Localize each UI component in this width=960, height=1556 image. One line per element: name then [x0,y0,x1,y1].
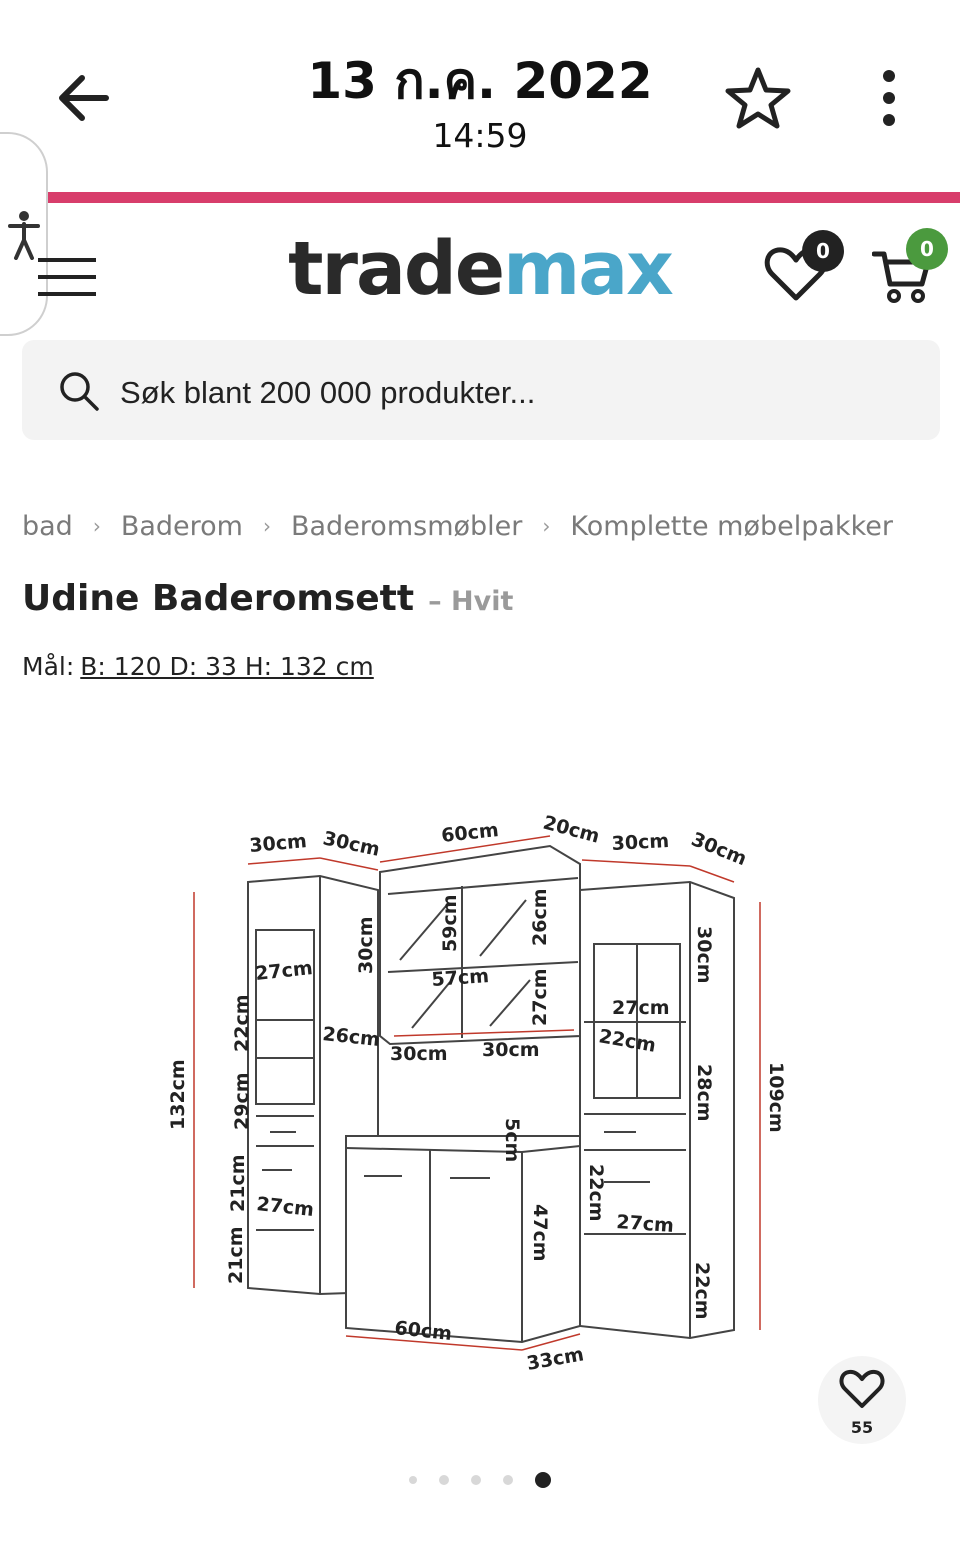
accent-divider [0,192,960,203]
star-icon[interactable] [722,62,794,134]
dim-label: 27cm [615,1211,675,1237]
dim-label: 59cm [439,894,461,952]
carousel-dot[interactable] [503,1475,513,1485]
dim-label: 22cm [231,994,253,1052]
carousel-dot[interactable] [439,1475,449,1485]
dim-label: 27cm [254,957,314,985]
search-input[interactable] [118,360,912,426]
dim-label: 30cm [611,830,670,855]
dim-label: 29cm [231,1072,253,1130]
more-vertical-icon[interactable] [866,66,912,130]
dim-label: 22cm [597,1025,658,1057]
product-variant: – Hvit [428,586,514,617]
dim-label: 33cm [525,1343,586,1375]
dim-label: 30cm [390,1043,448,1065]
chevron-right-icon: › [262,514,271,538]
dim-label: 5cm [501,1118,523,1163]
dim-label: 28cm [693,1064,715,1122]
dim-label: 22cm [585,1164,607,1222]
favorite-count: 55 [850,1418,874,1437]
product-dimensions [22,652,374,681]
dim-label: 30cm [693,926,715,984]
dim-label: 30cm [355,916,377,974]
cabinet-drawing [248,846,734,1342]
dim-label: 26cm [321,1023,381,1051]
breadcrumb [22,506,960,546]
dim-label: 27cm [255,1193,315,1221]
search-icon [58,370,100,412]
viewer-time: 14:59 [432,116,528,155]
carousel-dots [0,1468,960,1492]
breadcrumb-item-baderomsmobler[interactable]: Baderomsmøbler [290,510,523,542]
logo-text-trade: trade [288,226,504,312]
dim-label: 60cm [393,1317,453,1345]
breadcrumb-item-bad[interactable]: bad [22,510,73,542]
viewer-date: 13 ก.ค. 2022 [307,52,653,110]
dim-label: 47cm [529,1204,551,1262]
dim-label: 57cm [430,965,490,991]
dim-label: 27cm [612,997,670,1019]
chevron-right-icon: › [542,514,551,538]
heart-icon [839,1368,885,1410]
dim-label: 20cm [540,811,602,848]
breadcrumb-item-baderom[interactable]: Baderom [120,510,243,542]
dimensions-link[interactable]: B: 120 D: 33 H: 132 cm [80,652,374,681]
chevron-right-icon: › [92,514,101,538]
dimensions-label: Mål: [22,652,75,681]
carousel-dot[interactable] [535,1472,551,1488]
dim-label: 27cm [529,968,551,1026]
dim-label: 22cm [691,1262,713,1320]
dim-label: 60cm [440,819,500,847]
dim-label: 30cm [688,828,750,871]
dim-label: 21cm [227,1154,249,1212]
dim-label: 30cm [482,1039,540,1061]
dim-label: 21cm [225,1226,247,1284]
dim-label: 30cm [248,830,308,857]
dim-label: 109cm [765,1062,787,1133]
product-title: Udine Baderomsett [22,578,415,619]
breadcrumb-item-komplette[interactable]: Komplette møbelpakker [570,510,893,542]
dim-label: 30cm [320,827,382,861]
logo-text-max: max [503,226,672,312]
carousel-dot[interactable] [471,1475,481,1485]
wishlist-count-badge: 0 [802,230,844,272]
dim-label: 26cm [529,888,551,946]
product-image[interactable] [150,790,810,1390]
product-title-row [22,578,942,628]
cart-count-badge: 0 [906,228,948,270]
dim-label: 132cm [167,1059,189,1130]
carousel-dot[interactable] [409,1476,417,1484]
